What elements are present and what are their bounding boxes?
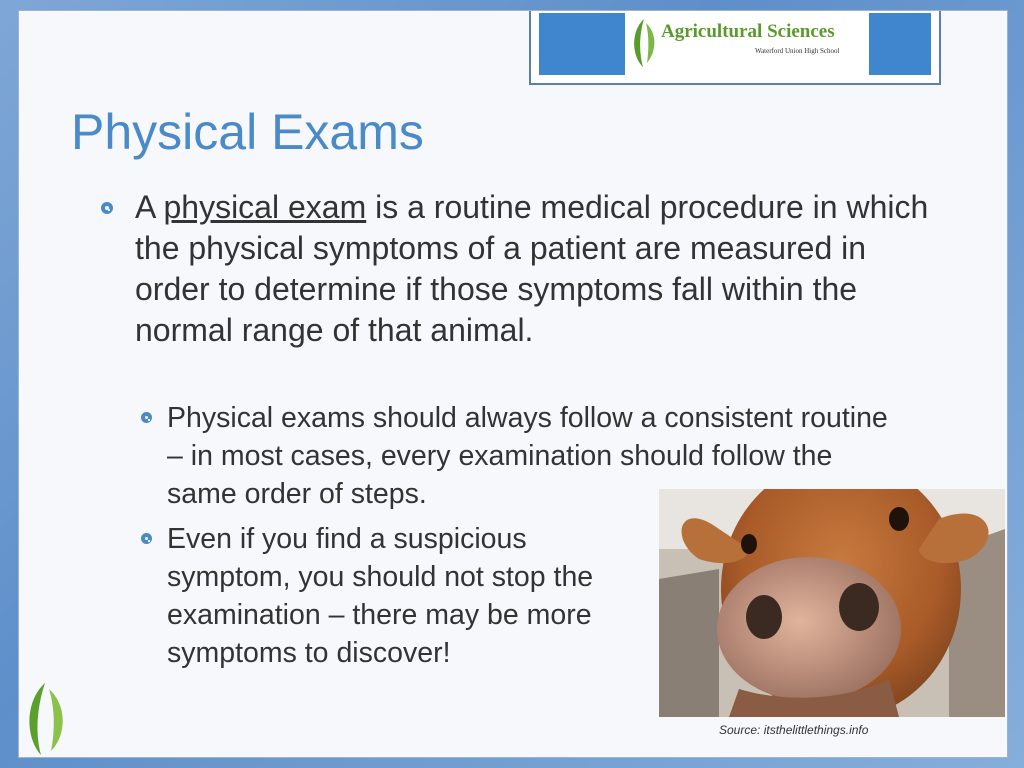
- leaf-icon: [629, 15, 659, 71]
- physical-exam-link[interactable]: physical exam: [163, 189, 367, 225]
- image-caption: Source: itsthelittlethings.info: [719, 723, 869, 737]
- sub-bullet-1: Physical exams should always follow a consistent routine – in most cases, every examination should follow the same order of steps.: [141, 399, 901, 513]
- sub-bullet-2: Even if you find a suspicious symptom, you should not stop the examination – there may be more symptoms to discover!: [141, 520, 641, 672]
- bullet-icon: [141, 533, 152, 544]
- header-logo: [529, 10, 941, 85]
- logo-title: Agricultural Sciences: [661, 21, 835, 42]
- logo-subtitle: Waterford Union High School: [755, 47, 840, 55]
- cow-photo: [659, 489, 1005, 717]
- page-title: Physical Exams: [71, 104, 424, 160]
- main-bullet: A physical exam is a routine medical procedure in which the physical symptoms of a patient are measured in order to determine if those symptoms fall within the normal range of that animal.: [101, 187, 933, 351]
- bullet-icon: [141, 412, 152, 423]
- bullet-icon: [101, 202, 113, 214]
- slide: [18, 10, 1008, 758]
- leaf-icon: [21, 679, 71, 758]
